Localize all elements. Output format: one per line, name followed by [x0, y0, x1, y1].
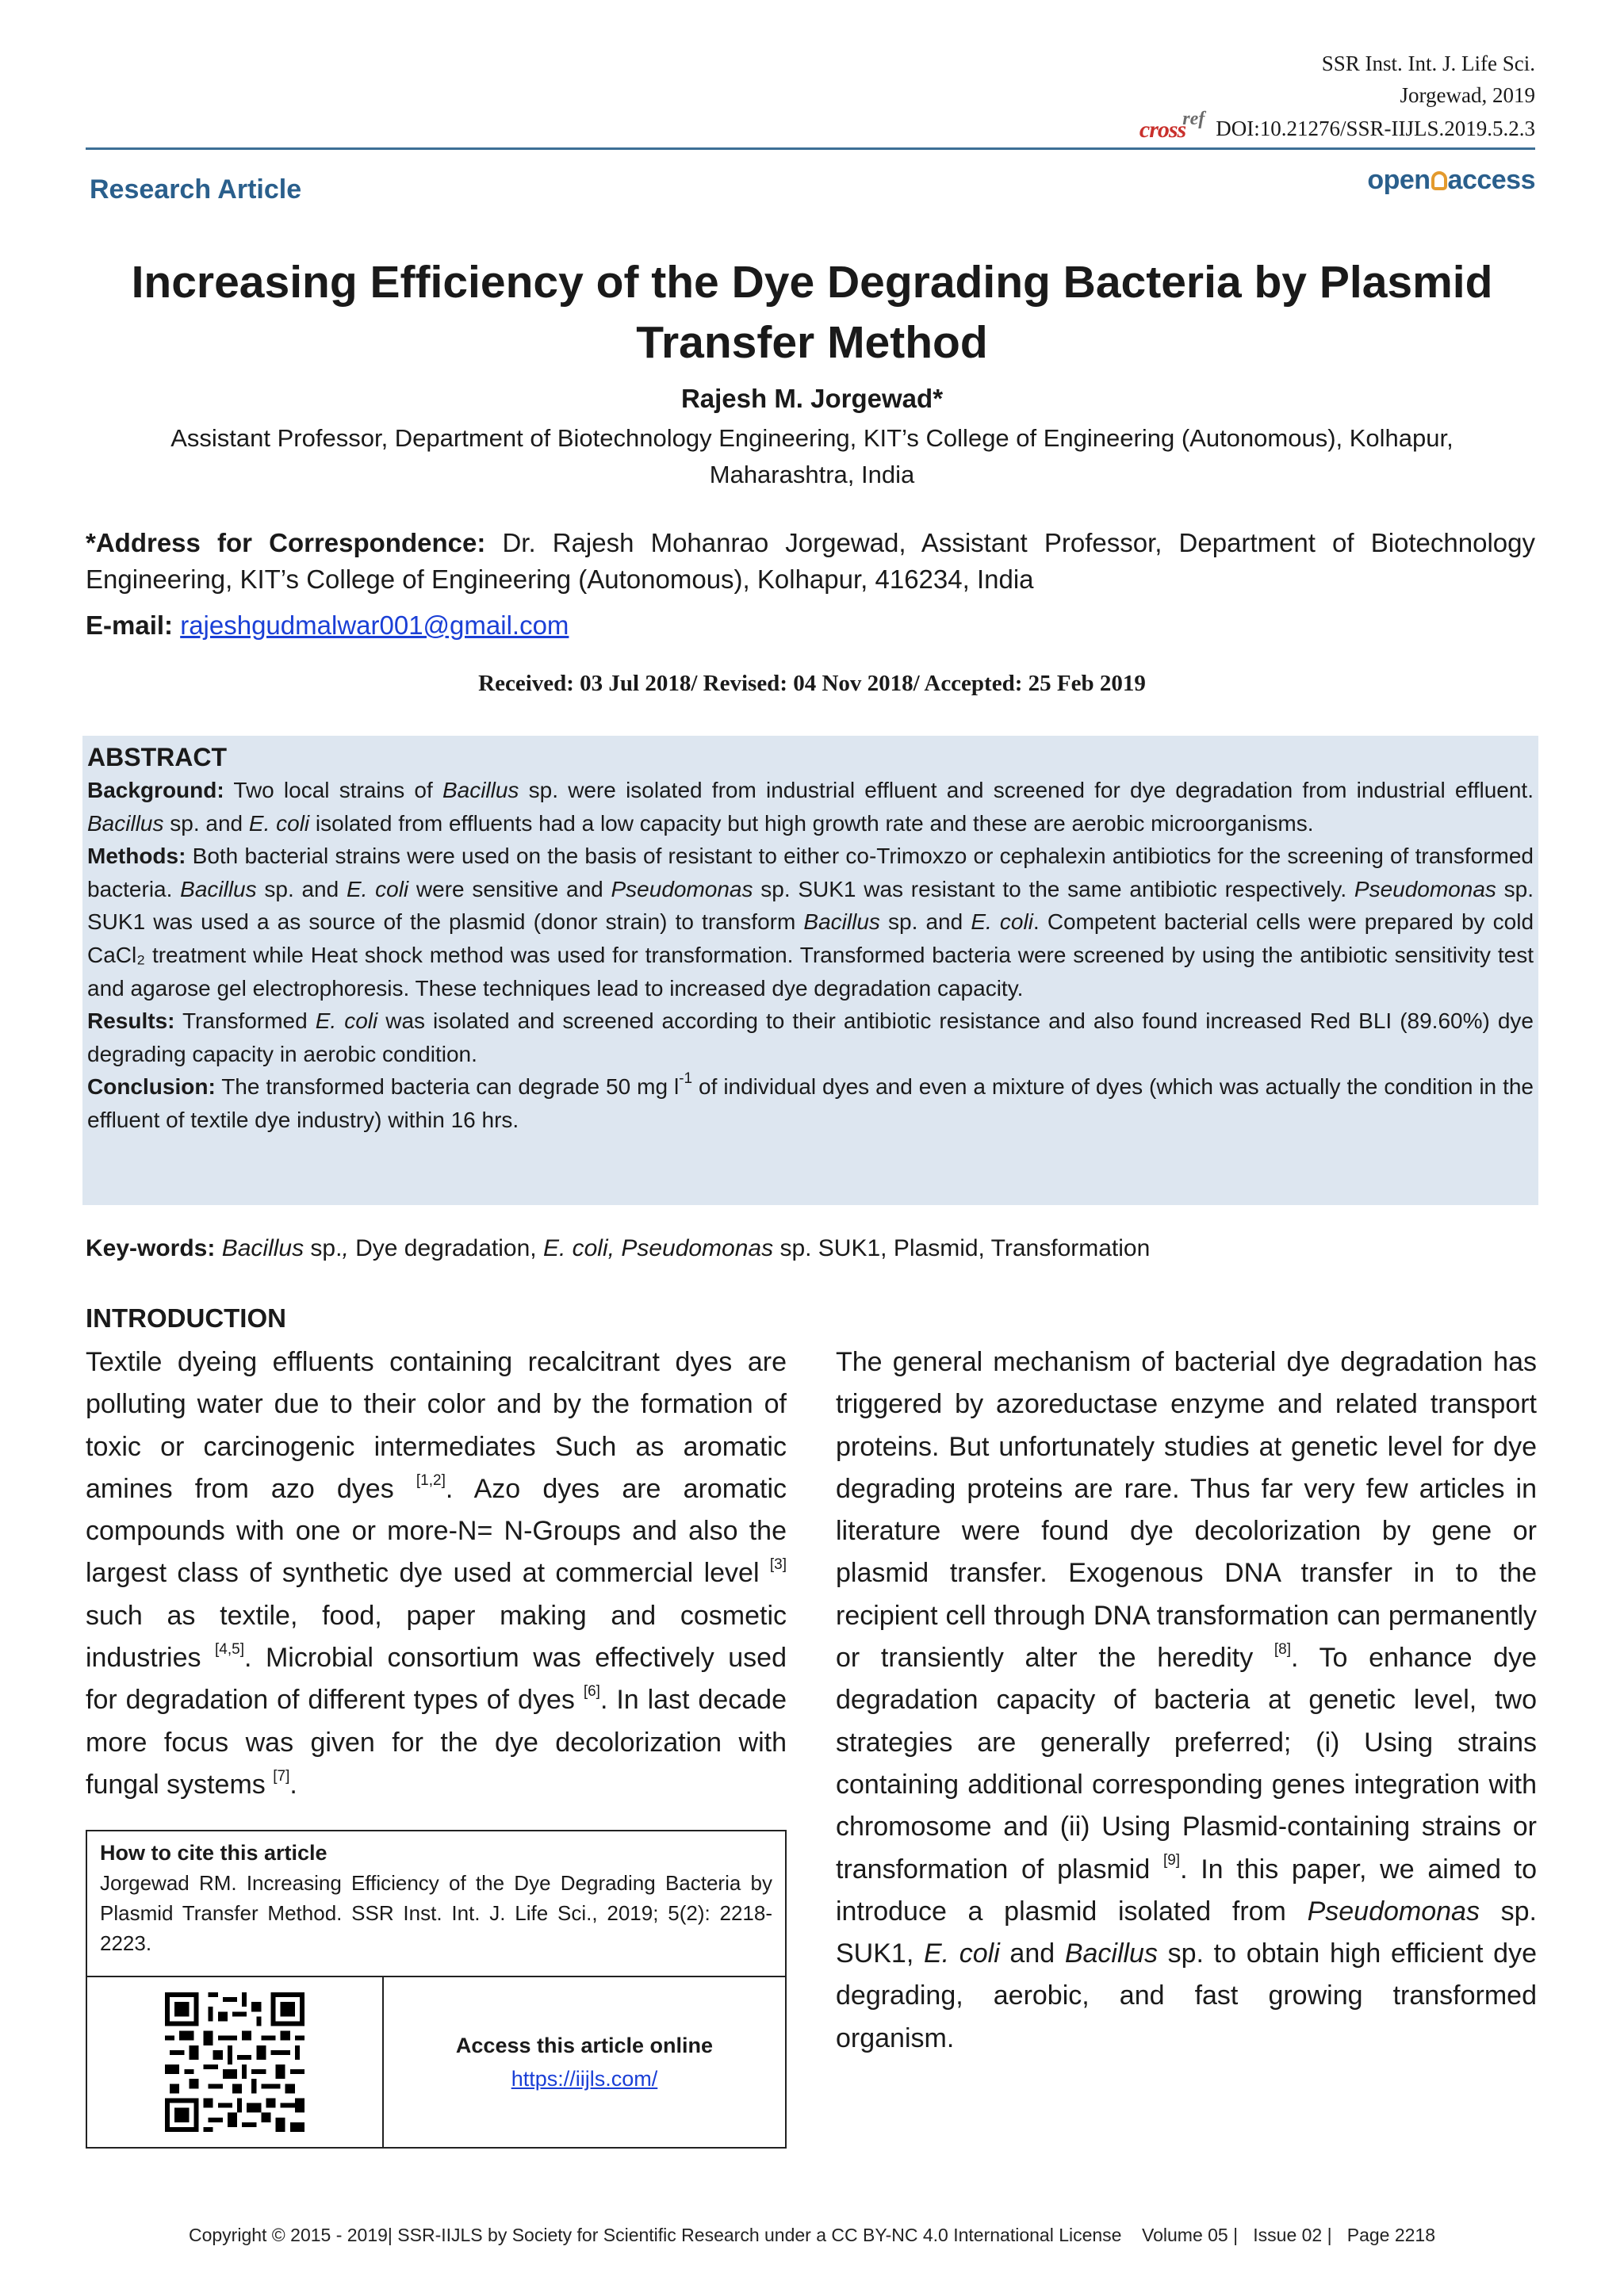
cite-article-box [86, 1830, 787, 2149]
author-name: Rajesh M. Jorgewad* [680, 384, 944, 413]
abstract-methods: Methods: Both bacterial strains were used on the basis of resistant to either co-Trimoxzo or cephalexin antibiotics for the screening of transformed bacteria. Bacillus sp. and E. coli were sensitive and Pseudomonas sp. SUK1 was resistant to the same antibiotic respectively. Pseudomonas sp. SUK1 was used a as source of the plasmid (donor strain) to transform Bacillus sp. and E. coli. Competent bacterial cells were prepared by cold CaCl₂ treatment while Heat shock method was used for transformation. Transformed bacteria were screened by using the antibiotic sensitivity test and agarose gel electrophoresis. These techniques lead to increased dye degradation capacity. [87, 844, 1534, 1001]
introduction-left-column: Textile dyeing effluents containing recalcitrant dyes are polluting water due to their color and by the formation of toxic or carcinogenic intermediates Such as aromatic amines from azo dyes [1,2]. Azo dyes are aromatic compounds with one or more-N= N-Groups and also the largest class of synthetic dye used at commercial level [3] such as textile, food, paper making and cosmetic industries [4,5]. Microbial consortium was effectively used for degradation of different types of dyes [6]. In last decade more focus was given for the dye decolorization with fungal systems [7]. [86, 1347, 787, 1800]
article-title: Increasing Efficiency of the Dye Degrading Bacteria by Plasmid Transfer Method [131, 257, 1493, 368]
introduction-right-column: The general mechanism of bacterial dye degradation has triggered by azoreductase enzyme and related transport proteins. But unfortunately studies at genetic level for dye degrading proteins are rare. Thus far very few articles in literature were found dye decolorization by gene or plasmid transfer. Exogenous DNA transfer in to the recipient cell through DNA transformation can permanently or transiently alter the heredity [8]. To enhance dye degradation capacity of bacteria at genetic level, two strategies are generally preferred; (i) Using strains containing additional corresponding genes integration with chromosome and (ii) Using Plasmid-containing strains or transformation of plasmid [9]. In this paper, we aimed to introduce a plasmid isolated from Pseudomonas sp. SUK1, E. coli and Bacillus sp. to obtain high efficient dye degrading, aerobic, and fast growing transformed organism. [836, 1347, 1537, 2053]
abstract-heading: ABSTRACT [87, 743, 227, 771]
qr-code-icon[interactable] [165, 1992, 304, 2132]
article-type-label: Research Article [90, 174, 302, 205]
email-label: E-mail: [86, 610, 174, 640]
cite-heading: How to cite this article [100, 1841, 327, 1865]
open-access-lock-icon [1431, 171, 1447, 190]
correspondence-label: *Address for Correspondence: [86, 528, 486, 557]
email-line [86, 610, 569, 641]
access-online-label: Access this article online [455, 2034, 714, 2057]
correspondence-address: *Address for Correspondence: Dr. Rajesh Mohanrao Jorgewad, Assistant Professor, Department of Biotechnology Engineering, KIT’s College of Engineering (Autonomous), Kolhapur, 416234, India [86, 528, 1536, 594]
journal-header [1139, 48, 1535, 146]
article-dates: Received: 03 Jul 2018/ Revised: 04 Nov 2018/ Accepted: 25 Feb 2019 [478, 671, 1146, 696]
introduction-heading: INTRODUCTION [86, 1303, 286, 1333]
keywords-line: Key-words: Bacillus sp., Dye degradation, E. coli, Pseudomonas sp. SUK1, Plasmid, Transformation [86, 1235, 1151, 1261]
open-access-logo: open access [1367, 165, 1535, 195]
doi-text[interactable]: DOI:10.21276/SSR-IIJLS.2019.5.2.3 [1216, 117, 1535, 140]
abstract-box [82, 736, 1538, 1205]
journal-name: SSR Inst. Int. J. Life Sci. [1321, 52, 1535, 75]
citation-text: Jorgewad RM. Increasing Efficiency of the Dye Degrading Bacteria by Plasmid Transfer Method. SSR Inst. Int. J. Life Sci., 2019; 5(2): 2218-2223. [100, 1871, 772, 1955]
author-affiliation: Assistant Professor, Department of Biotechnology Engineering, KIT’s College of Engineering (Autonomous), Kolhapur, Maharashtra, India [170, 424, 1454, 488]
header-divider [86, 147, 1535, 150]
crossref-logo[interactable]: cross ref [1139, 109, 1205, 143]
abstract-results: Results: Transformed E. coli was isolated and screened according to their antibiotic resistance and also found increased Red BLI (89.60%) dye degrading capacity in aerobic condition. [87, 1008, 1534, 1066]
article-url-link[interactable]: https://iijls.com/ [511, 2067, 658, 2091]
email-link[interactable]: rajeshgudmalwar001@gmail.com [180, 610, 569, 640]
page-footer: Copyright © 2015 - 2019| SSR-IIJLS by Society for Scientific Research under a CC BY-NC 4.0 International License Volume 05 | Issue 02 | Page 2218 [188, 2225, 1436, 2245]
abstract-background: Background: Two local strains of Bacillus sp. were isolated from industrial effluent and screened for dye degradation from industrial effluent. Bacillus sp. and E. coli isolated from effluents had a low capacity but high growth rate and these are aerobic microorganisms. [87, 778, 1534, 836]
abstract-conclusion: Conclusion: The transformed bacteria can degrade 50 mg $l^{-1}$ of individual dyes and even a mixture of dyes (which was actually the condition in the effluent of textile dye industry) within 16 hrs. [87, 1070, 1534, 1132]
author-year: Jorgewad, 2019 [1400, 83, 1535, 107]
